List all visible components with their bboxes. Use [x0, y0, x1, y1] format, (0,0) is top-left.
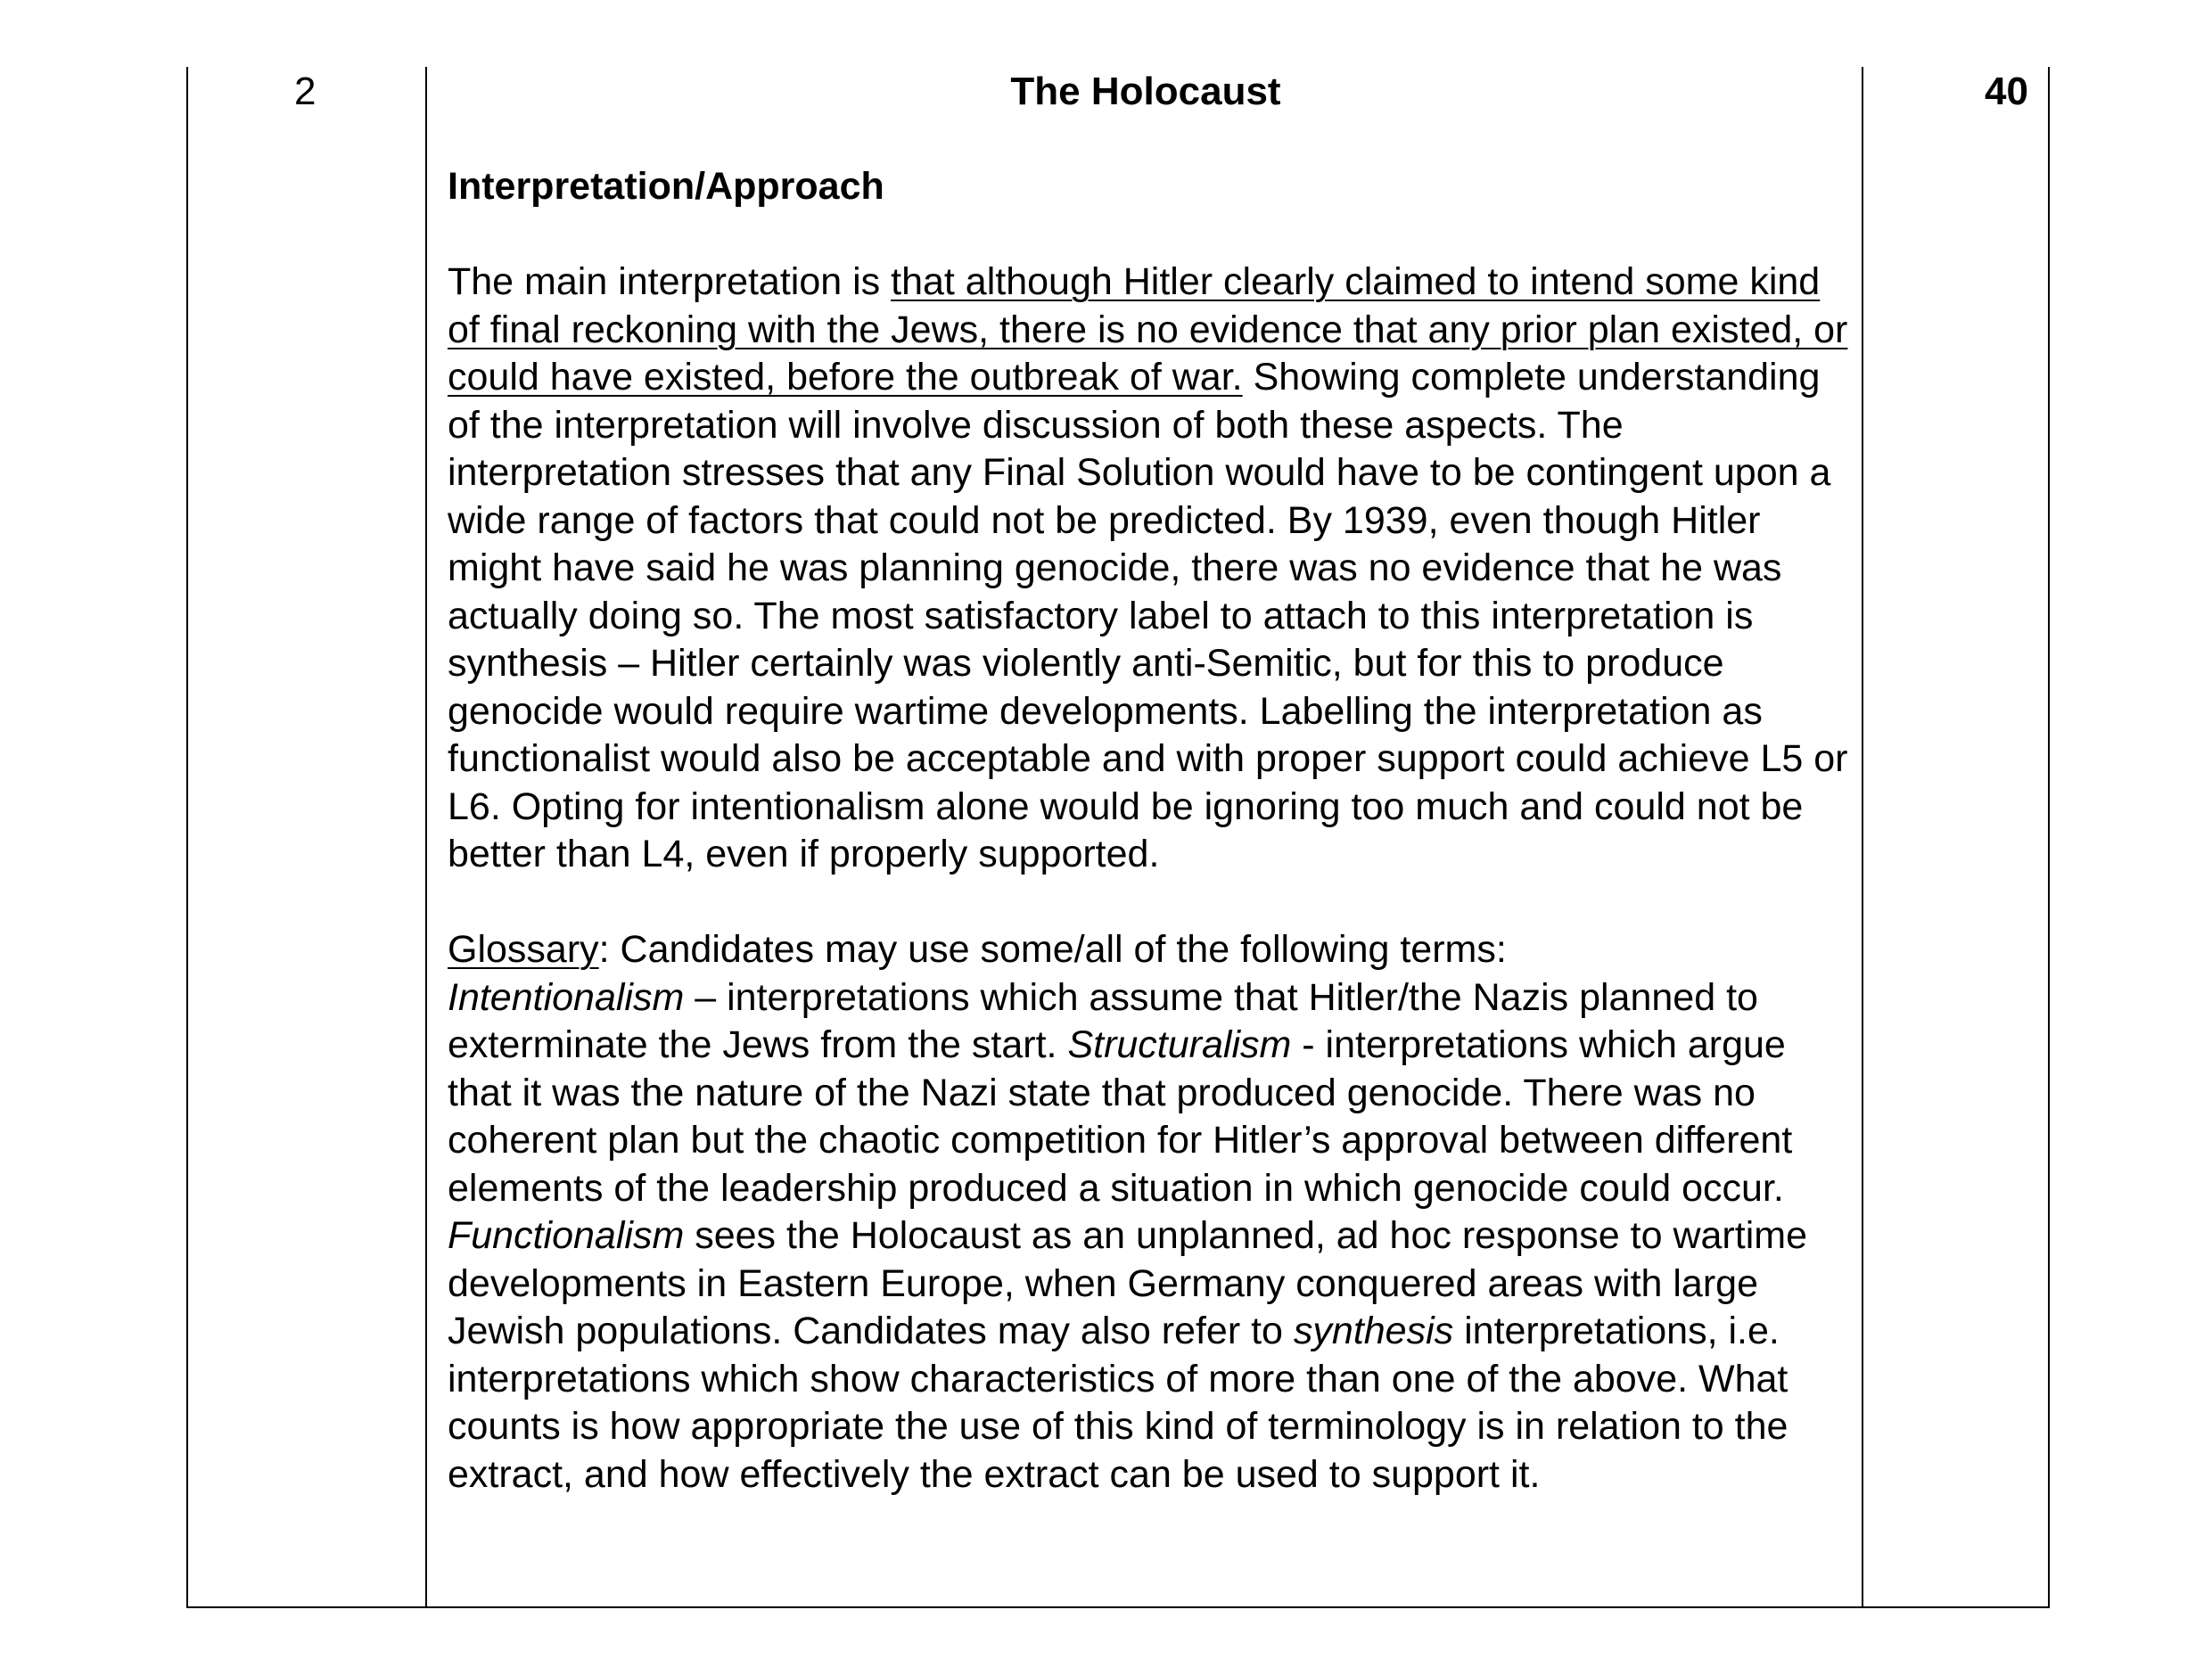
question-number: 2 [294, 70, 317, 113]
interpretation-paragraph [448, 259, 1856, 879]
interpretation-rest: Showing complete understanding of the interpretation will involve discussion of both these aspects. The interpretation stresses that any Final Solution would have to be contingent upon a wide range of factors that could not be predicted. By 1939, even though Hitler might have said he was planning genocide, there was no evidence that he was actually doing so. The most satisfactory label to attach to this interpretation is synthesis – Hitler certainly was violently anti-Semitic, but for this to produce genocide would require wartime developments. Labelling the interpretation as functionalist would also be acceptable and with proper support could achieve L5 or L6. Opting for intentionalism alone would be ignoring too much and could not be better than L4, even if properly supported. [448, 356, 1848, 875]
def-synthesis: interpretations, i.e. interpretations which show characteristics of more than one of the above. What counts is how appropriate the use of this kind of terminology is in relation to the extract, and how effectively the extract can be used to support it. [448, 1310, 1789, 1496]
term-structuralism: Structuralism [1067, 1023, 1292, 1066]
glossary-intro: : Candidates may use some/all of the following terms: [598, 928, 1507, 971]
term-functionalism: Functionalism [448, 1214, 685, 1257]
def-structuralism: - interpretations which argue that it was the nature of the Nazi state that produced genocide. There was no coherent plan but the chaotic competition for Hitler’s approval between different elements of the leadership produced a situation in which genocide could occur. [448, 1023, 1793, 1210]
term-intentionalism: Intentionalism [448, 975, 685, 1019]
guidance-content [448, 163, 1856, 1499]
glossary-label: Glossary [448, 928, 599, 971]
def-intentionalism: – interpretations which assume that Hitler/the Nazis planned to exterminate the Jews from the start. [448, 975, 1758, 1066]
def-functionalism: sees the Holocaust as an unplanned, ad hoc response to wartime developments in Eastern Europe, when Germany conquered areas with large Jewish populations. Candidates may also refer to [448, 1214, 1807, 1352]
table-divider-marks [1862, 67, 1863, 1608]
section-heading: Interpretation/Approach [448, 165, 884, 208]
term-synthesis: synthesis [1293, 1310, 1454, 1352]
table-border-bottom [186, 1606, 2050, 1608]
interpretation-underlined: that although Hitler clearly claimed to intend some kind of final reckoning with the Jews, there is no evidence that any prior plan existed, or could have existed, before the outbreak of war. [448, 260, 1848, 398]
glossary-paragraph [448, 926, 1856, 1499]
question-marks: 40 [1985, 70, 2028, 113]
table-border-right [2048, 67, 2050, 1608]
question-title: The Holocaust [1010, 70, 1281, 113]
table-border-left [186, 67, 188, 1608]
interpretation-intro: The main interpretation is [448, 260, 892, 303]
table-divider-question [425, 67, 427, 1608]
